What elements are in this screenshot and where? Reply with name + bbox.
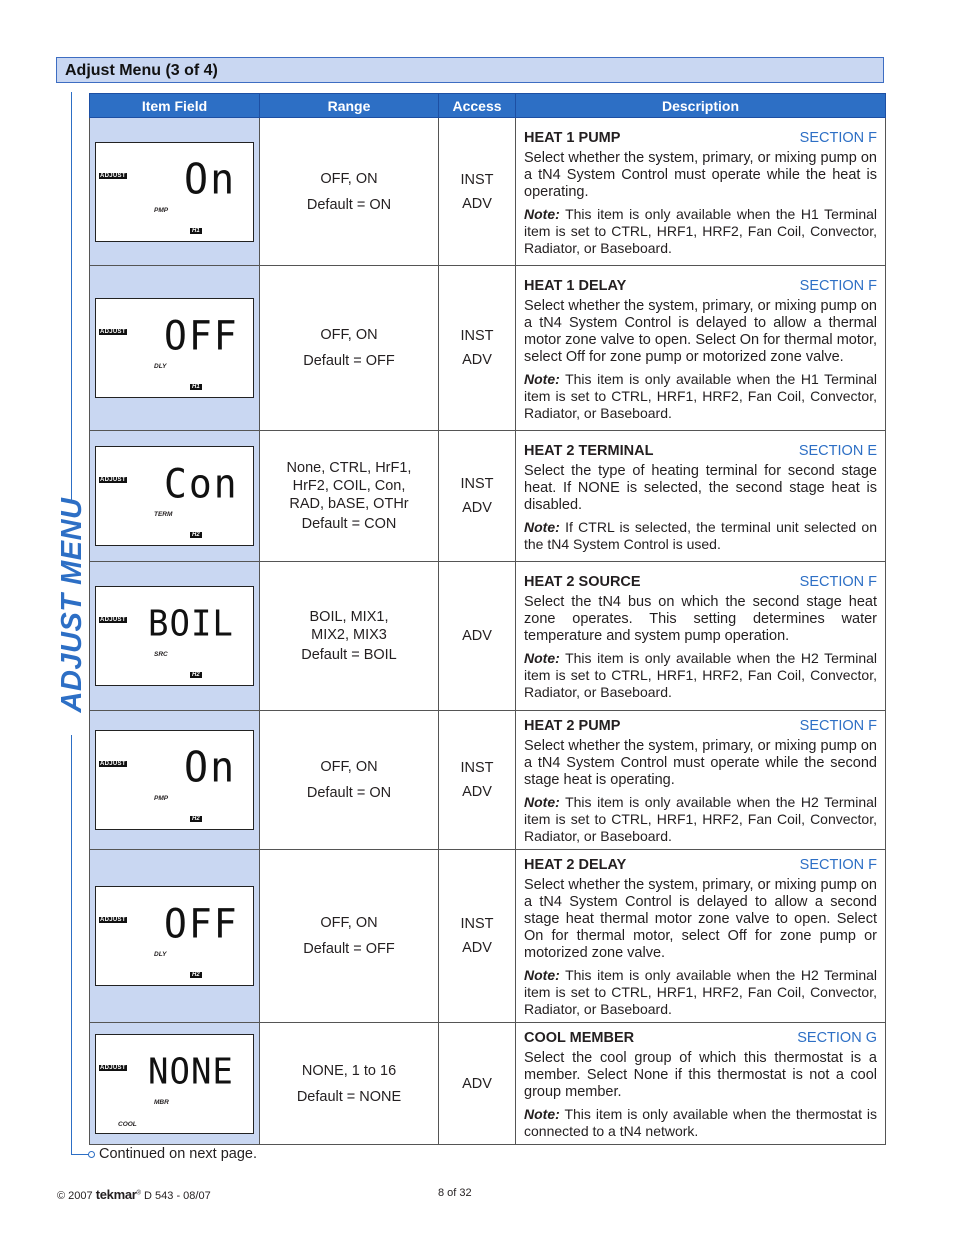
item-note bbox=[524, 650, 877, 701]
column-header-item-field: Item Field bbox=[90, 94, 260, 118]
item-title: HEAT 2 SOURCE bbox=[524, 574, 641, 590]
description-cell bbox=[516, 118, 886, 266]
lcd-sub-label: DLY bbox=[154, 363, 167, 370]
lcd-adjust-badge: ADJUST bbox=[100, 172, 126, 179]
access-line: ADV bbox=[462, 195, 492, 212]
description-cell bbox=[516, 431, 886, 562]
lcd-adjust-badge: ADJUST bbox=[100, 329, 126, 335]
note-text: This item is only available when the thermostat is connected to a tN4 network. bbox=[524, 1106, 878, 1139]
item-description: Select the type of heating terminal for second stage heat. If NONE is selected, the second stage heat is disabled. bbox=[524, 462, 877, 513]
lcd-adjust-badge: ADJUST bbox=[100, 917, 126, 923]
access-line: ADV bbox=[462, 940, 492, 956]
range-cell bbox=[260, 850, 439, 1023]
description-cell bbox=[516, 562, 886, 711]
lcd-value: NONE bbox=[148, 1050, 234, 1093]
adjust-menu-table bbox=[89, 93, 886, 1145]
item-title: HEAT 2 TERMINAL bbox=[524, 442, 654, 459]
lcd-display bbox=[95, 446, 254, 546]
note-label: Note: bbox=[524, 967, 560, 983]
lcd-display bbox=[95, 730, 254, 830]
access-cell bbox=[439, 266, 516, 431]
lcd-sub-label: MBR bbox=[154, 1098, 169, 1106]
section-reference: SECTION G bbox=[797, 1030, 877, 1046]
table-row bbox=[90, 711, 886, 850]
item-note bbox=[524, 206, 877, 257]
lcd-sub-label: PMP bbox=[154, 795, 169, 802]
lcd-sub-label-2: COOL bbox=[118, 1120, 137, 1128]
range-cell bbox=[260, 266, 439, 431]
lcd-sub-label: DLY bbox=[154, 951, 167, 958]
lcd-sub-label: SRC bbox=[154, 651, 168, 658]
range-line: Default = CON bbox=[301, 516, 397, 532]
range-line: RAD, bASE, OTHr bbox=[289, 496, 409, 512]
column-header-access: Access bbox=[439, 94, 516, 118]
access-line: INST bbox=[460, 916, 494, 932]
side-label: ADJUST MENU bbox=[56, 497, 88, 713]
note-label: Note: bbox=[524, 370, 560, 387]
description-cell bbox=[516, 711, 886, 850]
item-field-cell bbox=[90, 118, 260, 266]
range-line: Default = ON bbox=[306, 785, 392, 801]
access-line: ADV bbox=[462, 1075, 492, 1092]
item-field-cell bbox=[90, 1023, 260, 1145]
range-line: OFF, ON bbox=[320, 915, 378, 931]
access-cell bbox=[439, 850, 516, 1023]
access-line: ADV bbox=[462, 628, 492, 644]
table-row bbox=[90, 266, 886, 431]
item-note bbox=[524, 1106, 877, 1140]
lcd-display bbox=[95, 142, 254, 242]
lcd-display bbox=[95, 1034, 254, 1134]
range-line: HrF2, COIL, Con, bbox=[292, 478, 406, 494]
access-cell bbox=[439, 118, 516, 266]
footer-copyright: © 2007 tekmar® D 543 - 08/07 bbox=[57, 1187, 211, 1202]
note-text: This item is only available when the H1 Terminal item is set to CTRL, HRF1, HRF2, Fan Coil, Convector, Radiator, or Baseboard. bbox=[524, 205, 878, 256]
table-row bbox=[90, 431, 886, 562]
range-line: OFF, ON bbox=[320, 170, 378, 187]
column-header-range: Range bbox=[260, 94, 439, 118]
section-header-bar bbox=[56, 57, 884, 83]
side-rule-top bbox=[71, 92, 72, 500]
item-field-cell bbox=[90, 711, 260, 850]
range-cell bbox=[260, 118, 439, 266]
table-row bbox=[90, 1023, 886, 1145]
note-label: Note: bbox=[524, 1106, 560, 1122]
item-title: COOL MEMBER bbox=[524, 1030, 635, 1046]
lcd-adjust-badge: ADJUST bbox=[100, 1064, 126, 1071]
range-line: Default = NONE bbox=[296, 1088, 402, 1105]
note-text: This item is only available when the H2 Terminal item is set to CTRL, HRF1, HRF2, Fan Coil, Convector, Radiator, or Baseboard. bbox=[524, 967, 878, 1017]
access-cell bbox=[439, 562, 516, 711]
range-line: Default = ON bbox=[306, 196, 392, 213]
access-line: ADV bbox=[462, 500, 492, 516]
page-number: 8 of 32 bbox=[438, 1187, 472, 1199]
access-line: INST bbox=[460, 328, 494, 344]
lcd-value: Con bbox=[164, 460, 239, 508]
range-cell bbox=[260, 562, 439, 711]
item-description: Select the tN4 bus on which the second stage heat zone operates. This setting determines water temperature and system pump operation. bbox=[524, 594, 877, 644]
section-reference: SECTION F bbox=[799, 857, 877, 873]
item-title: HEAT 2 PUMP bbox=[524, 718, 621, 734]
item-note bbox=[524, 794, 877, 845]
item-field-cell bbox=[90, 431, 260, 562]
range-line: Default = OFF bbox=[303, 941, 395, 957]
item-note bbox=[524, 371, 877, 422]
access-cell bbox=[439, 1023, 516, 1145]
note-text: This item is only available when the H2 Terminal item is set to CTRL, HRF1, HRF2, Fan Coil, Convector, Radiator, or Baseboard. bbox=[524, 794, 878, 844]
table-header-row bbox=[90, 94, 886, 118]
lcd-display bbox=[95, 298, 254, 398]
section-reference: SECTION F bbox=[799, 718, 877, 734]
item-description: Select whether the system, primary, or mixing pump on a tN4 System Control is delayed to allow a second stage heat thermal motor zone valve to open. Select On for thermal motor, select Off for zone pump or motorized zone valve. bbox=[524, 877, 877, 961]
lcd-value: OFF bbox=[164, 900, 239, 948]
item-field-cell bbox=[90, 266, 260, 431]
access-line: INST bbox=[460, 171, 494, 188]
access-line: ADV bbox=[462, 784, 492, 800]
range-line: MIX2, MIX3 bbox=[311, 627, 387, 643]
description-cell bbox=[516, 266, 886, 431]
lcd-adjust-badge: ADJUST bbox=[100, 617, 126, 623]
lcd-sub-label: TERM bbox=[154, 511, 173, 518]
item-note bbox=[524, 967, 877, 1018]
bullet-dot-icon bbox=[88, 1151, 95, 1158]
description-cell bbox=[516, 850, 886, 1023]
item-description: Select the cool group of which this thermostat is a member. Select None if this thermostat is not a cool group member. bbox=[524, 1050, 877, 1100]
item-field-cell bbox=[90, 850, 260, 1023]
lcd-zone-tag: H2 bbox=[192, 532, 200, 538]
lcd-value: On bbox=[184, 743, 237, 793]
range-cell bbox=[260, 1023, 439, 1145]
note-label: Note: bbox=[524, 794, 560, 810]
access-line: ADV bbox=[462, 352, 492, 368]
note-label: Note: bbox=[524, 650, 560, 666]
column-header-description: Description bbox=[516, 94, 886, 118]
item-description: Select whether the system, primary, or mixing pump on a tN4 System Control must operate while the heat is operating. bbox=[524, 149, 877, 200]
access-cell bbox=[439, 431, 516, 562]
lcd-value: BOIL bbox=[148, 603, 234, 645]
item-field-cell bbox=[90, 562, 260, 711]
lcd-value: OFF bbox=[164, 312, 239, 360]
lcd-sub-label: PMP bbox=[154, 206, 169, 214]
section-reference: SECTION E bbox=[798, 442, 877, 459]
section-title: Adjust Menu (3 of 4) bbox=[65, 62, 218, 79]
access-line: INST bbox=[460, 476, 494, 492]
note-text: If CTRL is selected, the terminal unit selected on the tN4 System Control is used. bbox=[524, 518, 878, 552]
range-line: NONE, 1 to 16 bbox=[301, 1062, 397, 1079]
access-cell bbox=[439, 711, 516, 850]
lcd-value: On bbox=[184, 155, 237, 204]
side-rule-foot bbox=[71, 1154, 89, 1155]
range-line: Default = OFF bbox=[303, 353, 395, 369]
lcd-adjust-badge: ADJUST bbox=[100, 761, 126, 767]
item-note bbox=[524, 519, 877, 553]
range-line: BOIL, MIX1, bbox=[309, 609, 389, 625]
lcd-zone-tag: H2 bbox=[192, 816, 200, 822]
note-text: This item is only available when the H2 Terminal item is set to CTRL, HRF1, HRF2, Fan Coil, Convector, Radiator, or Baseboard. bbox=[524, 650, 878, 700]
section-reference: SECTION F bbox=[799, 129, 877, 146]
range-line: Default = BOIL bbox=[301, 647, 397, 663]
lcd-adjust-badge: ADJUST bbox=[100, 477, 126, 483]
lcd-zone-tag: H2 bbox=[192, 972, 200, 978]
document-code: D 543 - 08/07 bbox=[144, 1190, 211, 1202]
description-cell bbox=[516, 1023, 886, 1145]
lcd-zone-tag: H1 bbox=[192, 384, 200, 390]
table-row bbox=[90, 850, 886, 1023]
section-reference: SECTION F bbox=[799, 574, 877, 590]
range-line: OFF, ON bbox=[320, 327, 378, 343]
table-row bbox=[90, 562, 886, 711]
range-line: None, CTRL, HrF1, bbox=[286, 460, 412, 476]
note-label: Note: bbox=[524, 205, 560, 222]
item-title: HEAT 1 PUMP bbox=[524, 129, 621, 146]
section-reference: SECTION F bbox=[799, 277, 877, 294]
item-title: HEAT 1 DELAY bbox=[524, 277, 627, 294]
range-cell bbox=[260, 431, 439, 562]
brand-logo: tekmar bbox=[95, 1187, 137, 1202]
note-text: This item is only available when the H1 Terminal item is set to CTRL, HRF1, HRF2, Fan Coil, Convector, Radiator, or Baseboard. bbox=[524, 370, 878, 421]
item-title: HEAT 2 DELAY bbox=[524, 857, 627, 873]
lcd-display bbox=[95, 886, 254, 986]
copyright-text: © 2007 bbox=[57, 1190, 93, 1202]
item-description: Select whether the system, primary, or mixing pump on a tN4 System Control is delayed to allow a thermal motor zone valve to open. Select On for thermal motor, select Off for zone pump or motorized zone valve. bbox=[524, 297, 877, 365]
access-line: INST bbox=[460, 760, 494, 776]
range-line: OFF, ON bbox=[320, 759, 378, 775]
side-rule-bottom bbox=[71, 735, 72, 1155]
note-label: Note: bbox=[524, 518, 560, 535]
item-description: Select whether the system, primary, or mixing pump on a tN4 System Control must operate while the second stage heat is operating. bbox=[524, 738, 877, 788]
lcd-zone-tag: H1 bbox=[192, 227, 200, 234]
lcd-zone-tag: H2 bbox=[192, 672, 200, 678]
lcd-display bbox=[95, 586, 254, 686]
range-cell bbox=[260, 711, 439, 850]
table-row bbox=[90, 118, 886, 266]
continued-note: Continued on next page. bbox=[99, 1146, 258, 1162]
